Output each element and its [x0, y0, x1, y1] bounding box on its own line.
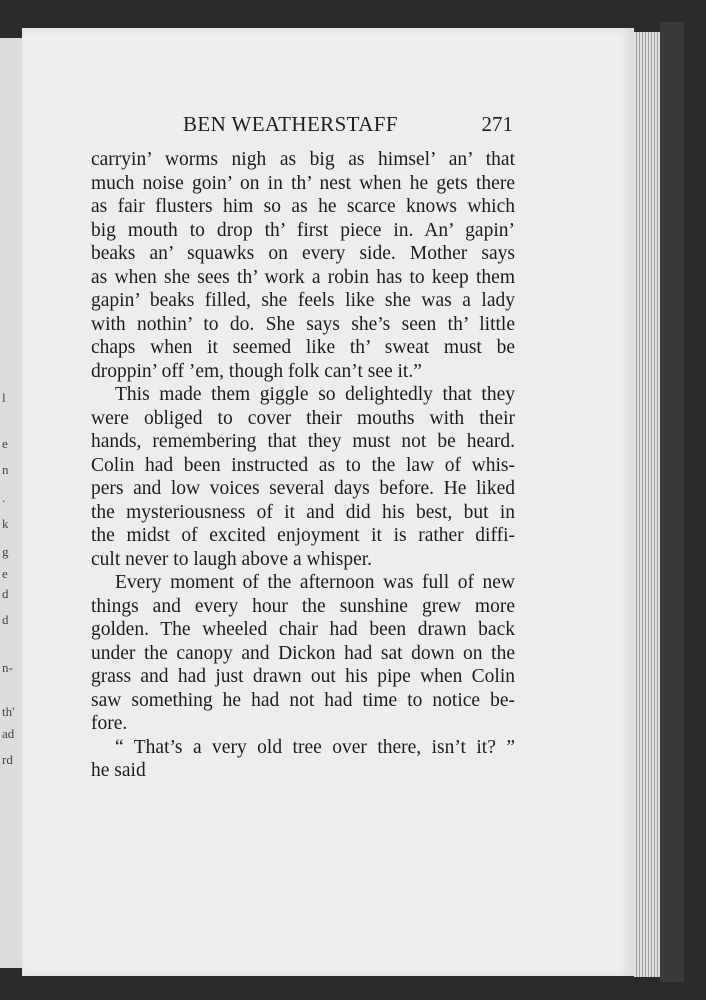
left-page-fragment: g	[2, 544, 9, 559]
left-page-fragment: n	[2, 462, 9, 477]
text-line: gapin’ beaks filled, she feels like she was a lady	[91, 290, 515, 311]
text-line: This made them giggle so delightedly that they	[115, 384, 515, 405]
left-page-fragment: rd	[2, 752, 13, 767]
body-text	[91, 148, 515, 783]
text-line: hands, remembering that they must not be heard.	[91, 431, 515, 452]
text-line: things and every hour the sunshine grew more	[91, 595, 515, 617]
text-line: Colin had been instructed as to the law of whis-	[91, 454, 515, 476]
left-page-fragment: d	[2, 612, 9, 627]
left-page-fragment: e	[2, 566, 8, 581]
left-page-fragment: ad	[2, 726, 15, 741]
page-header	[183, 112, 513, 142]
left-page-edge	[0, 38, 23, 968]
left-page-fragment: l	[2, 390, 6, 405]
left-page-fragment: th'	[2, 704, 15, 719]
text-line: as fair flusters him so as he scarce knows which	[91, 196, 515, 217]
book-cover-edge	[660, 22, 684, 982]
text-line: he said	[91, 760, 146, 781]
text-line: beaks an’ squawks on every side. Mother says	[91, 243, 515, 264]
text-line: cult never to laugh above a whisper.	[91, 548, 373, 570]
left-page-fragment: k	[2, 516, 9, 531]
text-line: Every moment of the afternoon was full of new	[115, 572, 515, 593]
text-line: as when she sees th’ work a robin has to keep them	[91, 266, 515, 288]
text-line: the mysteriousness of it and did his best, but in	[91, 501, 515, 523]
left-page-fragment: e	[2, 436, 8, 451]
text-line: with nothin’ to do. She says she’s seen th’ little	[91, 313, 515, 335]
text-line: saw something he had not had time to notice be-	[91, 689, 515, 711]
left-page-fragment: d	[2, 586, 9, 601]
text-line: golden. The wheeled chair had been drawn back	[91, 619, 515, 640]
text-line: chaps when it seemed like th’ sweat must be	[91, 337, 515, 358]
text-line: much noise goin’ on in th’ nest when he gets there	[91, 172, 515, 194]
text-line: big mouth to drop th’ first piece in. An’ gapin’	[91, 219, 515, 241]
text-line: the midst of excited enjoyment it is rather diffi-	[91, 525, 515, 546]
text-line: pers and low voices several days before. He liked	[91, 478, 515, 499]
text-line: carryin’ worms nigh as big as himsel’ an’ that	[91, 149, 515, 170]
left-page-fragment: n-	[2, 660, 13, 675]
page-number: 271	[481, 112, 513, 136]
text-line: grass and had just drawn out his pipe when Colin	[91, 666, 515, 687]
text-line: fore.	[91, 713, 128, 734]
text-line: “ That’s a very old tree over there, isn’t it? ”	[115, 736, 515, 758]
text-line: under the canopy and Dickon had sat down on the	[91, 642, 515, 664]
page-edges	[634, 32, 660, 977]
running-head: BEN WEATHERSTAFF	[183, 112, 398, 136]
text-line: were obliged to cover their mouths with their	[91, 407, 515, 429]
left-page-fragment: .	[2, 490, 6, 505]
text-line: droppin’ off ’em, though folk can’t see it.”	[91, 360, 422, 382]
